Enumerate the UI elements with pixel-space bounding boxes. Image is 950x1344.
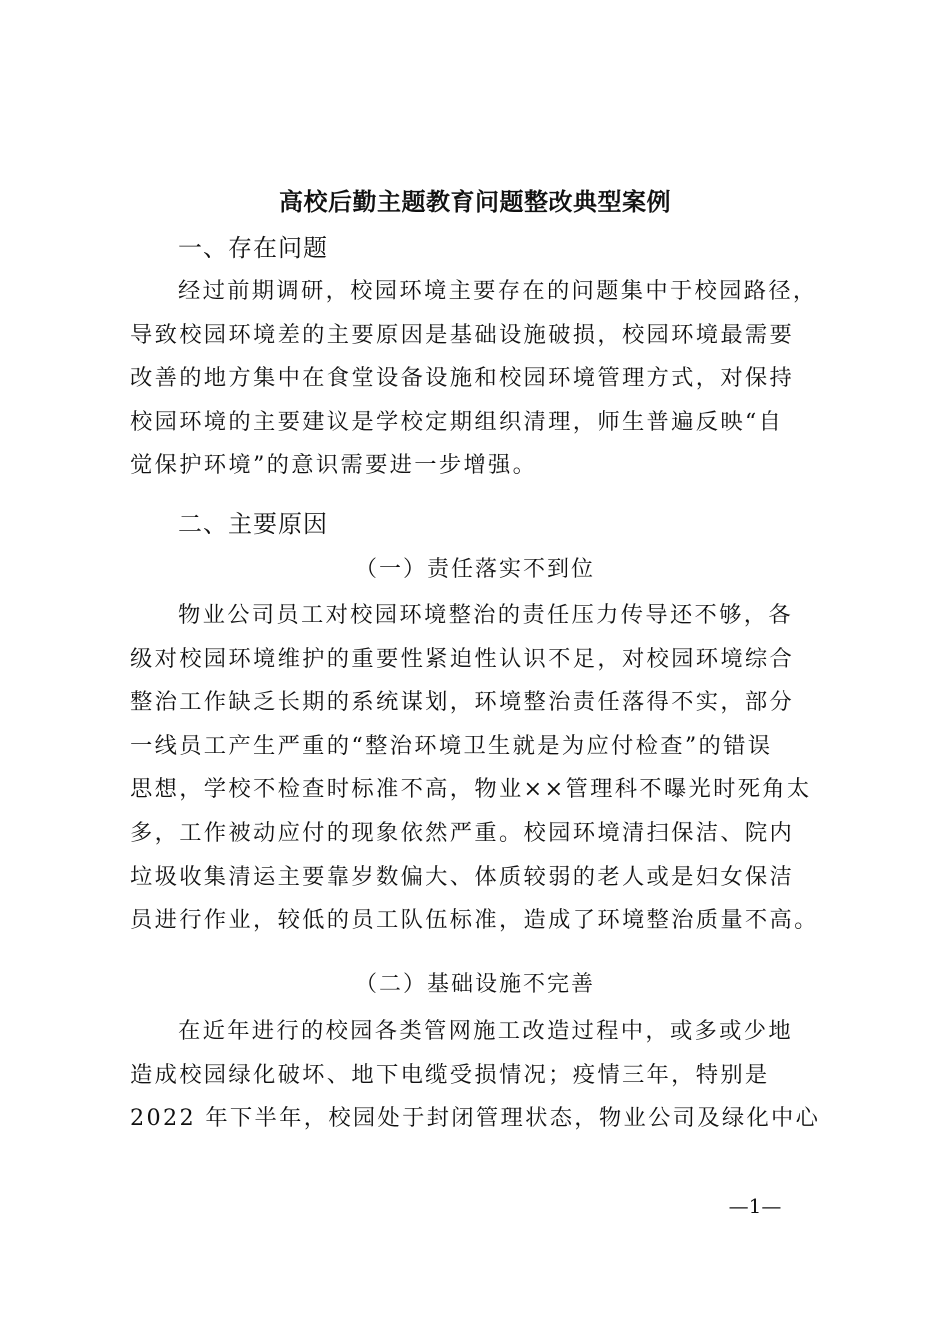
paragraph-line: 造成校园绿化破坏、地下电缆受损情况；疫情三年，特别是 <box>130 1061 770 1088</box>
paragraph-line: 2022 年下半年，校园处于封闭管理状态，物业公司及绿化中心 <box>130 1105 821 1132</box>
paragraph-line: 经过前期调研，校园环境主要存在的问题集中于校园路径， <box>178 278 818 304</box>
paragraph-line: 物业公司员工对校园环境整治的责任压力传导还不够，各 <box>178 602 793 628</box>
paragraph-line: 思想，学校不检查时标准不高，物业××管理科不曝光时死角太 <box>130 776 812 803</box>
paragraph-line: 觉保护环境”的意识需要进一步增强。 <box>130 452 538 479</box>
paragraph-responsibility <box>130 594 830 943</box>
subsection-heading-responsibility: （一）责任落实不到位 <box>354 557 595 582</box>
paragraph-line: 在近年进行的校园各类管网施工改造过程中，或多或少地 <box>178 1018 793 1044</box>
paragraph-line: 改善的地方集中在食堂设备设施和校园环境管理方式，对保持 <box>130 365 795 392</box>
paragraph-line: 校园环境的主要建议是学校定期组织清理，师生普遍反映“自 <box>130 408 784 435</box>
section-heading-problems: 一、存在问题 <box>178 234 328 262</box>
paragraph-line: 一线员工产生严重的“整治环境卫生就是为应付检查”的错误 <box>130 732 773 759</box>
paragraph-line: 整治工作缺乏长期的系统谋划，环境整治责任落得不实，部分 <box>130 689 795 716</box>
page-number: —1— <box>728 1194 782 1218</box>
paragraph-line: 级对校园环境维护的重要性紧迫性认识不足，对校园环境综合 <box>130 645 795 672</box>
paragraph-line: 垃圾收集清运主要靠岁数偏大、体质较弱的老人或是妇女保洁 <box>130 863 795 890</box>
paragraph-infrastructure <box>130 1010 830 1141</box>
section-heading-causes: 二、主要原因 <box>178 510 328 538</box>
paragraph-line: 多，工作被动应付的现象依然严重。校园环境清扫保洁、院内 <box>130 819 795 846</box>
paragraph-problems <box>130 270 830 488</box>
paragraph-line: 导致校园环境差的主要原因是基础设施破损，校园环境最需要 <box>130 321 795 348</box>
subsection-heading-infrastructure: （二）基础设施不完善 <box>354 972 595 997</box>
paragraph-line: 员进行作业，较低的员工队伍标准，造成了环境整治质量不高。 <box>130 907 819 934</box>
document-title: 高校后勤主题教育问题整改典型案例 <box>279 187 671 216</box>
